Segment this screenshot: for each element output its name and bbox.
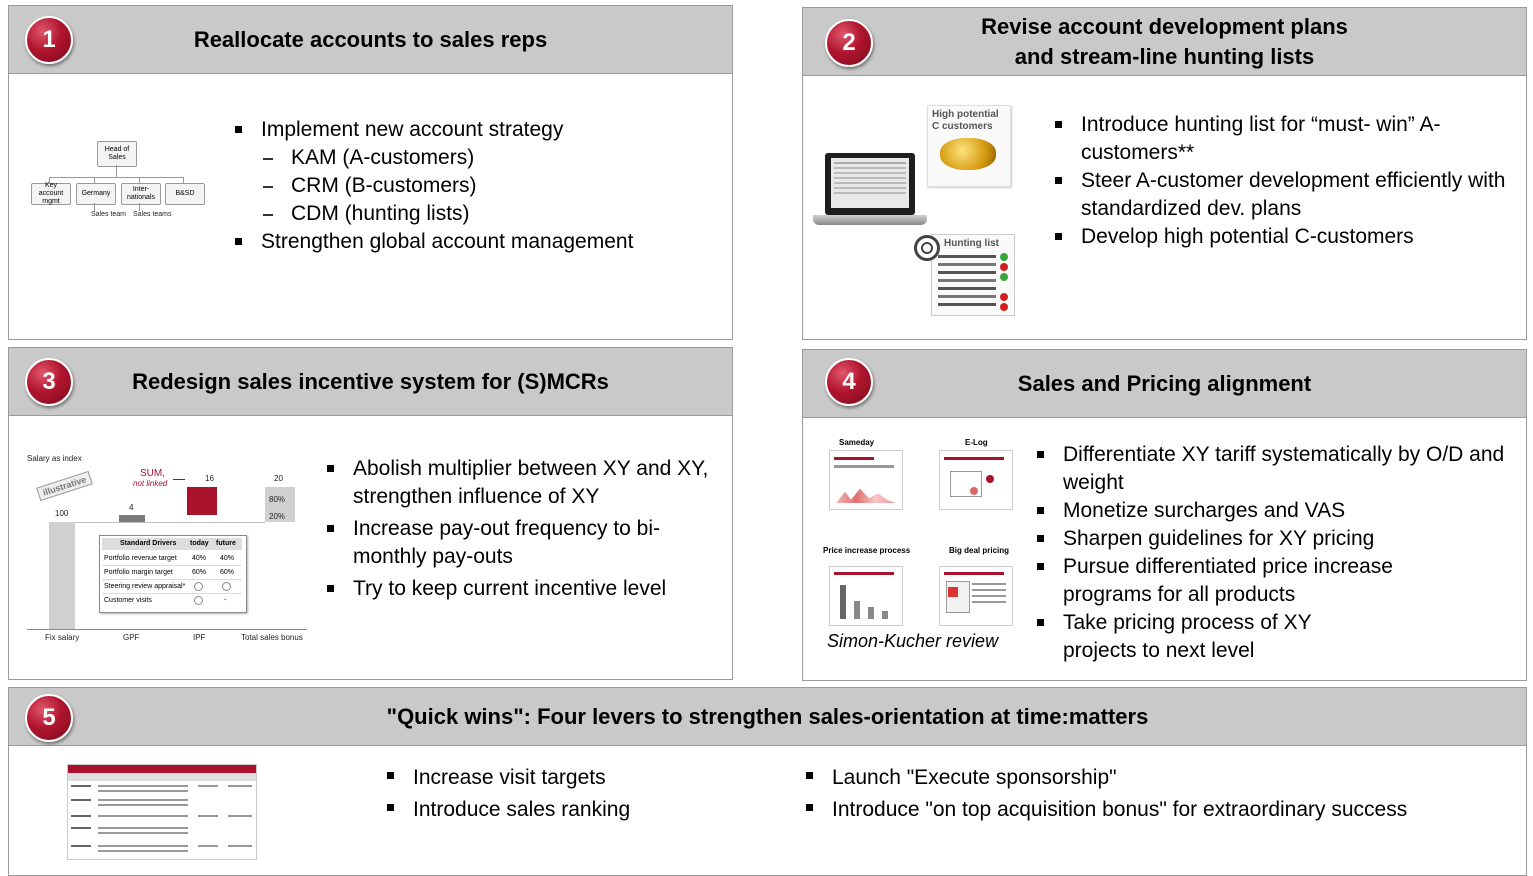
panel-4-bullets: [1033, 441, 1513, 665]
org-head-box: [97, 141, 137, 167]
panel-2-title-line2: and stream-line hunting lists: [1014, 43, 1315, 69]
thumb-sameday: [829, 450, 903, 510]
org-node-kam: [31, 183, 71, 205]
drivers-table: [99, 535, 247, 613]
table-cell: Steering review appraisal*: [104, 583, 186, 590]
split-80: 80%: [269, 495, 286, 504]
bullet: Increase visit targets: [383, 762, 763, 794]
table-cell: 40%: [192, 555, 207, 562]
gold-nuggets-icon: [940, 138, 996, 170]
panel-1-bullets: [231, 116, 721, 256]
org-head-label: Head of Sales: [104, 146, 130, 161]
thumb-label-price-increase: Price increase process: [823, 546, 911, 555]
quick-wins-table-thumb: [67, 764, 257, 860]
panel-incentive-system: [8, 347, 733, 680]
panel-1-title: Reallocate accounts to sales reps: [193, 26, 548, 52]
thumb-price-increase: [829, 566, 903, 626]
panel-5-title: "Quick wins": Four levers to strengthen sales-orientation at time:matters: [386, 703, 1149, 729]
panel-3-bullets: [323, 455, 719, 603]
table-cell: Customer visits: [104, 597, 152, 604]
number-badge-4: 4: [825, 358, 873, 406]
cross-icon: [1000, 263, 1008, 271]
panel-quick-wins: [8, 687, 1527, 876]
cross-icon: [1000, 303, 1008, 311]
panel-4-title: Sales and Pricing alignment: [1017, 370, 1312, 396]
table-cell: 60%: [192, 569, 207, 576]
bar-gpf: [119, 515, 145, 522]
thumb-elog: [939, 450, 1013, 510]
illustrative-stamp: [36, 471, 93, 501]
bullet: Introduce sales ranking: [383, 794, 763, 826]
bullet: Introduce hunting list for “must- win” A-customers**: [1051, 111, 1506, 167]
bullet: Increase pay-out frequency to bi-monthly pay-outs: [323, 515, 719, 571]
bullet: Develop high potential C-customers: [1051, 223, 1506, 251]
sub-bullet: KAM (A-customers): [231, 144, 721, 172]
org-node-label: Germany: [81, 190, 111, 197]
category-gpf: GPF: [123, 633, 140, 642]
split-20: 20%: [269, 512, 286, 521]
number-badge-5: 5: [25, 694, 73, 742]
table-header-drivers: Standard Drivers: [120, 540, 177, 547]
bullet: Launch "Execute sponsorship": [802, 762, 1502, 794]
high-potential-note: [927, 105, 1011, 187]
bullet: Introduce "on top acquisition bonus" for extraordinary success: [802, 794, 1502, 826]
table-cell: Portfolio revenue target: [104, 555, 177, 562]
bar-fix-salary: [49, 522, 75, 629]
table-row: [102, 595, 242, 607]
bullet: Abolish multiplier between XY and XY, strengthen influence of XY: [323, 455, 719, 511]
org-chart: [29, 141, 209, 226]
check-icon: [1000, 253, 1008, 261]
panel-2-title-line1: Revise account development plans: [981, 13, 1348, 39]
panel-2-header: [803, 8, 1526, 76]
bar-value-fix: 100: [55, 509, 69, 518]
bullet: Pursue differentiated price increase programs for all products: [1033, 553, 1423, 609]
table-cell: Portfolio margin target: [104, 569, 173, 576]
number-badge-2: 2: [825, 19, 873, 67]
panel-5-bullets-left: [383, 762, 763, 826]
org-node-label: Inter-nationals: [126, 186, 156, 201]
bullet: Implement new account strategy: [231, 116, 721, 144]
sub-bullet: CRM (B-customers): [231, 172, 721, 200]
bullet: Try to keep current incentive level: [323, 575, 719, 603]
table-cell: -: [224, 597, 227, 604]
thumb-label-elog: E-Log: [965, 438, 988, 447]
category-total-bonus: Total sales bonus: [241, 633, 303, 642]
org-team-label-1: Sales team: [91, 211, 127, 218]
panel-1-header: [9, 6, 732, 74]
table-header-future: future: [216, 540, 236, 547]
bullet: Strengthen global account management: [231, 228, 721, 256]
hunting-list-note: [931, 234, 1015, 316]
panel-3-title: Redesign sales incentive system for (S)MCRs: [132, 368, 609, 394]
chart-ylabel: Salary as index: [27, 454, 82, 463]
sum-sublabel: not linked: [133, 479, 168, 488]
table-row: [102, 553, 242, 566]
panel-5-bullets-right: [802, 762, 1502, 826]
number-badge-1: 1: [25, 16, 73, 64]
bar-value-total: 20: [274, 474, 283, 483]
bar-ipf: [187, 487, 217, 515]
table-cell: 40%: [220, 555, 235, 562]
org-node-germany: [76, 183, 116, 205]
panel-account-development: [802, 7, 1527, 340]
org-node-internationals: [121, 183, 161, 205]
category-fix-salary: Fix salary: [45, 633, 80, 642]
gauge-icon: [222, 582, 231, 591]
laptop-illustration: [813, 153, 928, 233]
cross-icon: [1000, 293, 1008, 301]
panel-3-header: [9, 348, 732, 416]
table-cell: 60%: [220, 569, 235, 576]
number-badge-3: 3: [25, 358, 73, 406]
bullet: Monetize surcharges and VAS: [1033, 497, 1513, 525]
bullet: Differentiate XY tariff systematically by O/D and weight: [1033, 441, 1513, 497]
salary-chart: [23, 451, 313, 651]
sum-label: SUM,: [140, 468, 165, 479]
panel-5-header: [9, 688, 1526, 746]
panel-reallocate-accounts: [8, 5, 733, 340]
org-node-label: Key account mgmt: [38, 182, 64, 205]
bar-value-ipf: 16: [205, 474, 214, 483]
org-node-label: B&SD: [175, 190, 195, 197]
org-node-bsd: [165, 183, 205, 205]
bar-value-gpf: 4: [129, 503, 134, 512]
table-row: [102, 567, 242, 580]
sub-bullet: CDM (hunting lists): [231, 200, 721, 228]
hunting-list-label: Hunting list: [944, 238, 999, 249]
high-potential-label: High potential C customers: [932, 109, 999, 132]
category-ipf: IPF: [193, 633, 206, 642]
thumb-label-big-deal: Big deal pricing: [949, 546, 1010, 555]
check-icon: [1000, 273, 1008, 281]
bullet: Sharpen guidelines for XY pricing: [1033, 525, 1513, 553]
panel-2-bullets: [1051, 111, 1506, 251]
thumb-label-sameday: Sameday: [839, 438, 875, 447]
table-header-today: today: [190, 540, 209, 547]
org-team-label-2: Sales teams: [133, 211, 172, 218]
bullet: Steer A-customer development efficiently with standardized dev. plans: [1051, 167, 1506, 223]
bullet: Take pricing process of XY projects to next level: [1033, 609, 1323, 665]
panel-sales-pricing: [802, 349, 1527, 681]
gauge-icon: [194, 596, 203, 605]
panel-4-header: [803, 350, 1526, 418]
thumb-big-deal: [939, 566, 1013, 626]
gauge-icon: [194, 582, 203, 591]
illustrative-stamp-label: illustrative: [41, 474, 88, 498]
table-row: [102, 581, 242, 594]
simon-kucher-caption: Simon-Kucher review: [827, 631, 999, 651]
